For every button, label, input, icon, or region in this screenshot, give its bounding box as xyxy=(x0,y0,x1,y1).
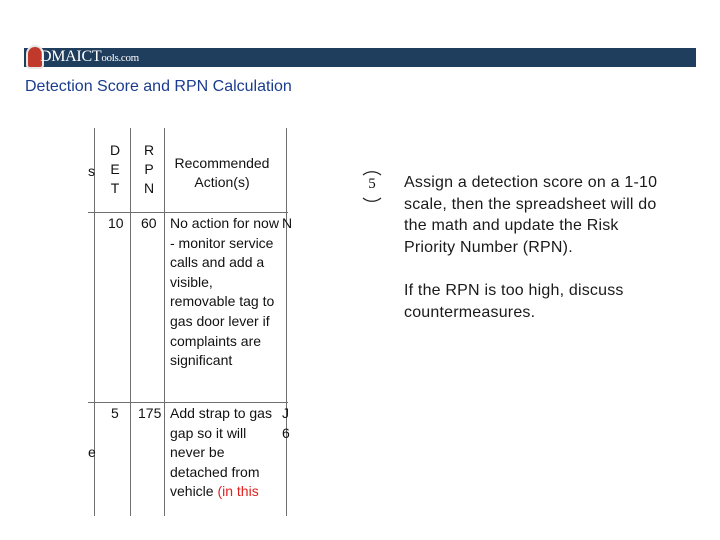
logo-text xyxy=(40,47,139,69)
det-cell: 5 xyxy=(111,405,119,421)
fmea-spreadsheet-excerpt xyxy=(88,128,293,516)
grid-line xyxy=(130,128,131,516)
rpn-header-letter: N xyxy=(143,180,155,196)
right-edge-fragment: J xyxy=(282,405,289,421)
left-edge-fragment: s xyxy=(88,163,95,179)
recommended-actions-header: Recommended Action(s) xyxy=(174,155,270,190)
grid-line xyxy=(88,402,288,403)
det-header-letter: E xyxy=(110,161,120,177)
det-header-letter: D xyxy=(109,142,121,158)
action-text: Add strap to gas gap so it will never be detached from vehicle xyxy=(170,405,272,500)
step-marker xyxy=(358,168,386,205)
action-text: No action for now - monitor service calls and add a visible, removable tag to gas door lever if complaints are significant xyxy=(170,215,279,369)
logo-suffix: ools.com xyxy=(101,52,139,64)
left-edge-fragment: e xyxy=(88,444,96,460)
step-number: 5 xyxy=(368,176,376,192)
right-edge-fragment: 6 xyxy=(282,425,290,441)
det-header-letter: T xyxy=(110,180,120,196)
rpn-cell: 175 xyxy=(138,405,162,421)
rpn-cell: 60 xyxy=(141,215,157,231)
grid-line xyxy=(286,128,287,516)
rpn-header-letter: R xyxy=(143,142,155,158)
rpn-header-letter: P xyxy=(144,161,154,177)
det-cell: 10 xyxy=(108,215,124,231)
recommended-action-cell xyxy=(170,214,280,371)
action-highlight: (in this xyxy=(217,483,259,500)
logo-main: DMAICT xyxy=(40,48,102,65)
instruction-paragraph: Assign a detection score on a 1-10 scale, then the spreadsheet will do the math and update the Risk Priority Number (RPN). xyxy=(404,174,658,257)
instruction-paragraph: If the RPN is too high, discuss countermeasures. xyxy=(404,282,624,321)
dmaictools-logo[interactable] xyxy=(26,41,139,69)
grid-line xyxy=(88,212,288,213)
grid-line xyxy=(164,128,165,516)
slide-title: Detection Score and RPN Calculation xyxy=(25,78,292,95)
right-edge-fragment: N xyxy=(282,215,293,231)
recommended-action-cell xyxy=(170,404,280,502)
